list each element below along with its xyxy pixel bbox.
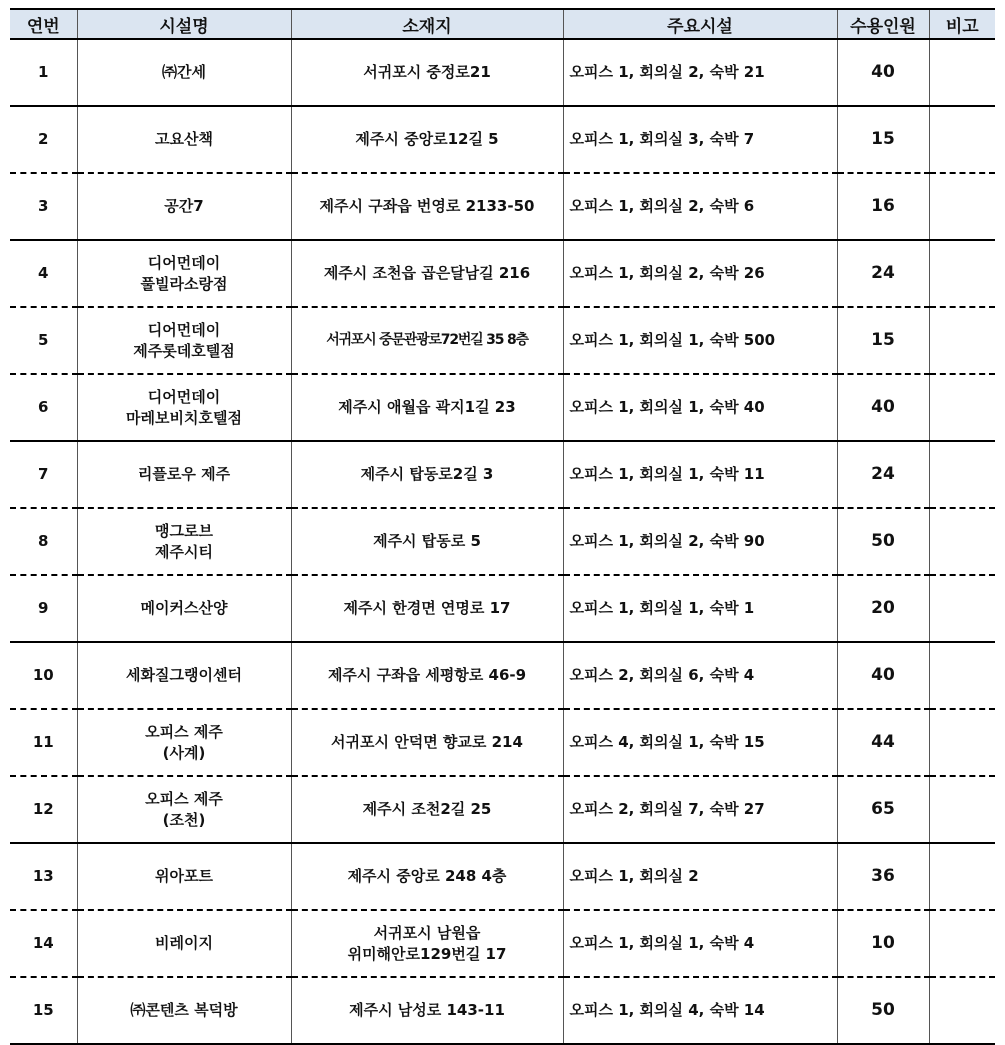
cell-capacity: 15 [837, 106, 929, 173]
name-line: 고요산책 [155, 130, 213, 148]
cell-facilities: 오피스 2, 회의실 7, 숙박 27 [563, 776, 837, 843]
addr-line: 제주시 중앙로12길 5 [355, 130, 499, 148]
name-line: 오피스 제주 [145, 789, 223, 808]
header-capacity: 수용인원 [837, 9, 929, 39]
cell-facilities: 오피스 1, 회의실 2, 숙박 21 [563, 39, 837, 106]
name-line: 디어먼데이 [147, 320, 221, 339]
cell-name [77, 441, 291, 508]
cell-note [929, 776, 995, 843]
cell-address [291, 910, 563, 977]
cell-no: 6 [10, 374, 77, 441]
cell-name [77, 374, 291, 441]
cell-note [929, 374, 995, 441]
cell-address [291, 709, 563, 776]
cell-facilities: 오피스 1, 회의실 2, 숙박 90 [563, 508, 837, 575]
cell-note [929, 240, 995, 307]
cell-address [291, 642, 563, 709]
cell-address [291, 106, 563, 173]
header-name: 시설명 [77, 9, 291, 39]
addr-line: 위미해안로129번길 17 [347, 944, 507, 963]
cell-address [291, 374, 563, 441]
cell-capacity: 16 [837, 173, 929, 240]
addr-line: 제주시 애월읍 곽지1길 23 [338, 398, 516, 416]
cell-address [291, 39, 563, 106]
table-row [10, 240, 995, 307]
addr-line: 제주시 조천2길 25 [362, 800, 492, 818]
cell-no: 12 [10, 776, 77, 843]
cell-facilities: 오피스 1, 회의실 1, 숙박 1 [563, 575, 837, 642]
name-line: 제주롯데호텔점 [133, 341, 235, 360]
cell-no: 10 [10, 642, 77, 709]
cell-facilities: 오피스 1, 회의실 2, 숙박 26 [563, 240, 837, 307]
table-row [10, 441, 995, 508]
cell-facilities: 오피스 1, 회의실 2, 숙박 6 [563, 173, 837, 240]
facility-table-container [10, 8, 995, 1045]
addr-line: 서귀포시 중문관광로72번길 35 8층 [326, 332, 528, 348]
cell-name [77, 240, 291, 307]
cell-capacity: 40 [837, 374, 929, 441]
addr-line: 제주시 중앙로 248 4층 [347, 867, 507, 885]
cell-name [77, 776, 291, 843]
name-line: ㈜콘텐츠 복덕방 [130, 1001, 238, 1019]
name-line: 제주시티 [155, 542, 213, 561]
cell-name [77, 39, 291, 106]
cell-no: 9 [10, 575, 77, 642]
cell-facilities: 오피스 1, 회의실 2 [563, 843, 837, 910]
cell-name [77, 307, 291, 374]
name-line: 공간7 [164, 197, 204, 215]
addr-line: 제주시 조천읍 곱은달남길 216 [323, 264, 531, 282]
cell-address [291, 508, 563, 575]
cell-address [291, 307, 563, 374]
table-row [10, 374, 995, 441]
cell-no: 2 [10, 106, 77, 173]
cell-capacity: 40 [837, 642, 929, 709]
name-line: 디어먼데이 [147, 253, 221, 272]
addr-line: 서귀포시 남원읍 [373, 923, 481, 942]
cell-address [291, 575, 563, 642]
cell-no: 3 [10, 173, 77, 240]
cell-facilities: 오피스 1, 회의실 4, 숙박 14 [563, 977, 837, 1044]
cell-note [929, 441, 995, 508]
name-line: 오피스 제주 [145, 722, 223, 741]
cell-facilities: 오피스 1, 회의실 1, 숙박 4 [563, 910, 837, 977]
cell-note [929, 910, 995, 977]
cell-name [77, 977, 291, 1044]
cell-facilities: 오피스 1, 회의실 1, 숙박 40 [563, 374, 837, 441]
header-address: 소재지 [291, 9, 563, 39]
addr-line: 제주시 탑동로2길 3 [360, 465, 494, 483]
name-line: 풀빌라소랑점 [140, 274, 228, 293]
cell-capacity: 20 [837, 575, 929, 642]
facility-table [10, 8, 995, 1045]
name-line: 위아포트 [155, 867, 213, 885]
cell-no: 5 [10, 307, 77, 374]
cell-capacity: 50 [837, 977, 929, 1044]
cell-no: 14 [10, 910, 77, 977]
addr-line: 제주시 남성로 143-11 [349, 1001, 505, 1019]
cell-note [929, 39, 995, 106]
cell-name [77, 642, 291, 709]
cell-address [291, 441, 563, 508]
table-row [10, 173, 995, 240]
cell-no: 8 [10, 508, 77, 575]
table-row [10, 642, 995, 709]
table-row [10, 910, 995, 977]
addr-line: 서귀포시 중정로21 [363, 63, 491, 81]
cell-capacity: 44 [837, 709, 929, 776]
cell-note [929, 843, 995, 910]
name-line: 메이커스산양 [140, 599, 228, 617]
table-row [10, 977, 995, 1044]
cell-capacity: 10 [837, 910, 929, 977]
cell-no: 4 [10, 240, 77, 307]
name-line: (조천) [162, 810, 206, 829]
cell-note [929, 307, 995, 374]
cell-no: 13 [10, 843, 77, 910]
table-row [10, 709, 995, 776]
header-note: 비고 [929, 9, 995, 39]
cell-address [291, 776, 563, 843]
table-header-row [10, 9, 995, 39]
cell-note [929, 642, 995, 709]
cell-name [77, 106, 291, 173]
addr-line: 서귀포시 안덕면 향교로 214 [331, 733, 523, 751]
cell-capacity: 36 [837, 843, 929, 910]
cell-note [929, 709, 995, 776]
table-row [10, 575, 995, 642]
name-line: 비레이지 [155, 934, 213, 952]
cell-note [929, 106, 995, 173]
cell-name [77, 910, 291, 977]
cell-capacity: 24 [837, 441, 929, 508]
addr-line: 제주시 한경면 연명로 17 [343, 599, 511, 617]
cell-capacity: 65 [837, 776, 929, 843]
cell-capacity: 40 [837, 39, 929, 106]
cell-no: 11 [10, 709, 77, 776]
cell-name [77, 173, 291, 240]
cell-name [77, 508, 291, 575]
cell-address [291, 240, 563, 307]
cell-name [77, 575, 291, 642]
table-row [10, 508, 995, 575]
cell-address [291, 173, 563, 240]
addr-line: 제주시 탑동로 5 [373, 532, 481, 550]
cell-capacity: 24 [837, 240, 929, 307]
name-line: 마레보비치호텔점 [126, 408, 242, 427]
header-no: 연번 [10, 9, 77, 39]
cell-note [929, 575, 995, 642]
cell-no: 15 [10, 977, 77, 1044]
cell-capacity: 15 [837, 307, 929, 374]
addr-line: 제주시 구좌읍 번영로 2133-50 [319, 197, 535, 215]
cell-capacity: 50 [837, 508, 929, 575]
cell-note [929, 977, 995, 1044]
addr-line: 제주시 구좌읍 세평항로 46-9 [327, 666, 527, 684]
cell-address [291, 843, 563, 910]
cell-name [77, 709, 291, 776]
name-line: 리플로우 제주 [137, 465, 231, 483]
name-line: 맹그로브 [155, 521, 213, 540]
cell-facilities: 오피스 1, 회의실 3, 숙박 7 [563, 106, 837, 173]
cell-no: 7 [10, 441, 77, 508]
table-body [10, 39, 995, 1044]
table-row [10, 39, 995, 106]
table-row [10, 307, 995, 374]
cell-facilities: 오피스 1, 회의실 1, 숙박 11 [563, 441, 837, 508]
cell-address [291, 977, 563, 1044]
cell-note [929, 173, 995, 240]
table-row [10, 843, 995, 910]
name-line: ㈜간세 [162, 63, 206, 81]
cell-facilities: 오피스 1, 회의실 1, 숙박 500 [563, 307, 837, 374]
cell-no: 1 [10, 39, 77, 106]
header-facilities: 주요시설 [563, 9, 837, 39]
cell-facilities: 오피스 2, 회의실 6, 숙박 4 [563, 642, 837, 709]
cell-facilities: 오피스 4, 회의실 1, 숙박 15 [563, 709, 837, 776]
name-line: (사계) [162, 743, 206, 762]
cell-note [929, 508, 995, 575]
table-row [10, 776, 995, 843]
name-line: 디어먼데이 [147, 387, 221, 406]
cell-name [77, 843, 291, 910]
table-row [10, 106, 995, 173]
name-line: 세화질그랭이센터 [126, 666, 242, 684]
